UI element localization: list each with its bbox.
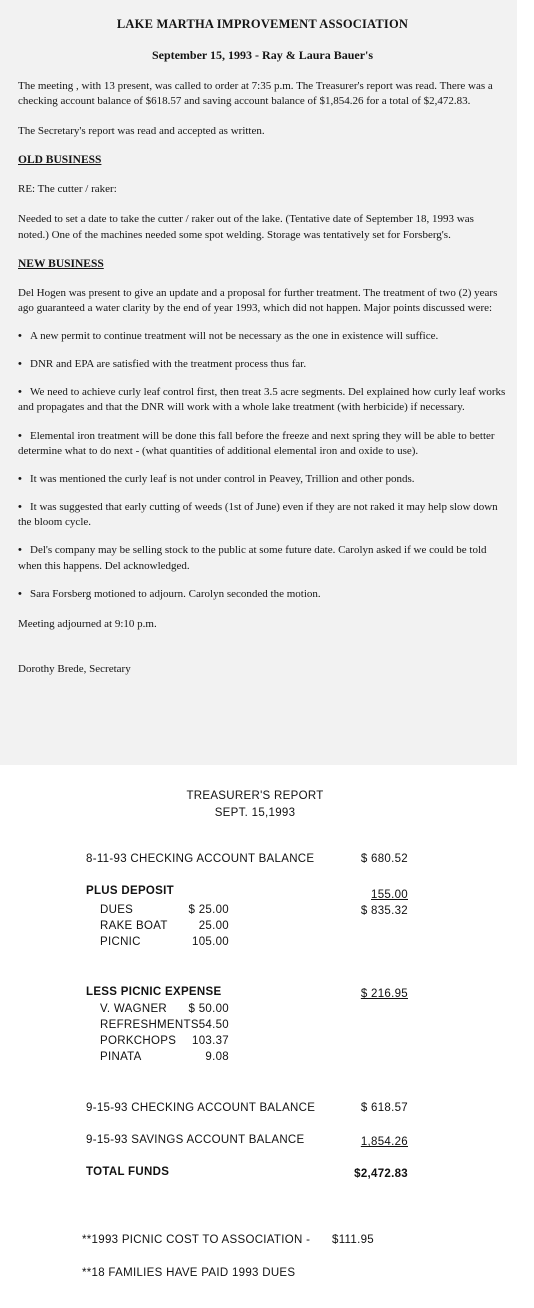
expense-label: PINATA	[100, 1051, 142, 1063]
checking-balance-label: 9-15-93 CHECKING ACCOUNT BALANCE	[86, 1102, 316, 1114]
deposit-label: PICNIC	[100, 936, 141, 948]
adjourned-line: Meeting adjourned at 9:10 p.m.	[18, 617, 157, 630]
bullet-text: Elemental iron treatment will be done this fall before the freeze and next spring they will be able to better determine what to do next - (what quantities of additional elemental iron and oxide to use).	[18, 429, 495, 457]
bullet-icon: •	[18, 429, 22, 442]
bullet-text: Del's company may be selling stock to the public at some future date. Carolyn asked if we could be told when this happens. Del acknowledged.	[18, 544, 487, 572]
bullet-item	[18, 543, 507, 573]
bullet-item	[18, 587, 507, 602]
bullet-item	[18, 429, 507, 459]
report-title: TREASURER'S REPORT	[186, 790, 324, 802]
picnic-cost-note: **1993 PICNIC COST TO ASSOCIATION -	[82, 1234, 311, 1246]
dues-paid-note: **18 FAMILIES HAVE PAID 1993 DUES	[82, 1267, 296, 1279]
secretary-signature: Dorothy Brede, Secretary	[18, 663, 131, 676]
plus-deposit-label: PLUS DEPOSIT	[86, 885, 174, 897]
picnic-cost-amount: $111.95	[332, 1234, 374, 1246]
opening-balance-amount: $ 680.52	[360, 853, 408, 865]
expense-amount: $ 50.00	[188, 1003, 229, 1015]
bullet-item	[18, 329, 507, 344]
subtotal-after-deposit: $ 835.32	[360, 905, 408, 917]
savings-balance-amount: 1,854.26	[360, 1136, 408, 1148]
bullet-icon: •	[18, 544, 22, 557]
deposit-amount: 25.00	[198, 920, 229, 932]
checking-balance-amount: $ 618.57	[360, 1102, 408, 1114]
bullet-text: DNR and EPA are satisfied with the treatment process thus far.	[30, 358, 307, 371]
bullet-text: It was suggested that early cutting of weeds (1st of June) even if they are not raked it may help slow down the bloom cycle.	[18, 501, 498, 529]
opening-balance-label: 8-11-93 CHECKING ACCOUNT BALANCE	[86, 853, 315, 865]
old-business-paragraph: Needed to set a date to take the cutter / raker out of the lake. (Tentative date of September 18, 1993 was noted.) One of the machines needed some spot welding. Storage was tentatively set for Forsberg's.	[18, 213, 474, 241]
bullet-text: Sara Forsberg motioned to adjourn. Carolyn seconded the motion.	[30, 587, 321, 600]
bullet-item	[18, 472, 507, 487]
expense-label: V. WAGNER	[100, 1003, 168, 1015]
bullet-icon: •	[18, 358, 22, 371]
bullet-text: A new permit to continue treatment will not be necessary as the one in existence will suffice.	[30, 329, 439, 342]
total-funds-label: TOTAL FUNDS	[86, 1166, 170, 1178]
minutes-title: LAKE MARTHA IMPROVEMENT ASSOCIATION	[116, 17, 409, 31]
new-business-paragraph: Del Hogen was present to give an update and a proposal for further treatment. The treatment of two (2) years ago guaranteed a water clarity by the end of year 1993, which did not happen. Major points discussed were:	[18, 286, 498, 314]
expense-amount: 54.50	[198, 1019, 229, 1031]
less-expense-label: LESS PICNIC EXPENSE	[86, 986, 222, 998]
savings-balance-label: 9-15-93 SAVINGS ACCOUNT BALANCE	[86, 1134, 305, 1146]
deposit-label: RAKE BOAT	[100, 920, 168, 932]
expense-total: $ 216.95	[360, 988, 408, 1000]
new-business-heading: NEW BUSINESS	[18, 257, 104, 270]
bullet-icon: •	[18, 501, 22, 514]
bullet-item	[18, 500, 507, 530]
expense-label: REFRESHMENTS	[100, 1019, 199, 1031]
bullet-icon: •	[18, 587, 22, 600]
old-business-topic: RE: The cutter / raker:	[18, 183, 117, 196]
deposit-amount: $ 25.00	[188, 904, 229, 916]
expense-amount: 9.08	[205, 1051, 229, 1063]
bullet-icon: •	[18, 329, 22, 342]
expense-amount: 103.37	[192, 1035, 229, 1047]
bullet-item	[18, 357, 507, 372]
minutes-date-host: September 15, 1993 - Ray & Laura Bauer's	[151, 48, 374, 63]
deposit-total: 155.00	[371, 889, 408, 901]
old-business-heading: OLD BUSINESS	[18, 154, 102, 167]
opening-paragraph: The meeting , with 13 present, was called to order at 7:35 p.m. The Treasurer's report was read. There was a checking account balance of $618.57 and saving account balance of $1,854.26 for a total of $2,472.83.	[18, 79, 493, 107]
bullet-icon: •	[18, 472, 22, 485]
report-date: SEPT. 15,1993	[214, 807, 296, 819]
bullet-item	[18, 385, 507, 415]
treasurers-report	[78, 772, 432, 1292]
bullet-text: It was mentioned the curly leaf is not under control in Peavey, Trillion and other ponds.	[30, 472, 415, 485]
bullet-text: We need to achieve curly leaf control first, then treat 3.5 acre segments. Del explained how curly leaf works and propagates and that the DNR will work with a whole lake treatment (with herbicide) if necessary.	[18, 386, 506, 414]
secretary-report-paragraph: The Secretary's report was read and accepted as written.	[18, 125, 265, 138]
deposit-label: DUES	[100, 904, 134, 916]
bullet-icon: •	[18, 386, 22, 399]
expense-label: PORKCHOPS	[100, 1035, 177, 1047]
total-funds-amount: $2,472.83	[354, 1168, 408, 1180]
deposit-amount: 105.00	[192, 936, 229, 948]
